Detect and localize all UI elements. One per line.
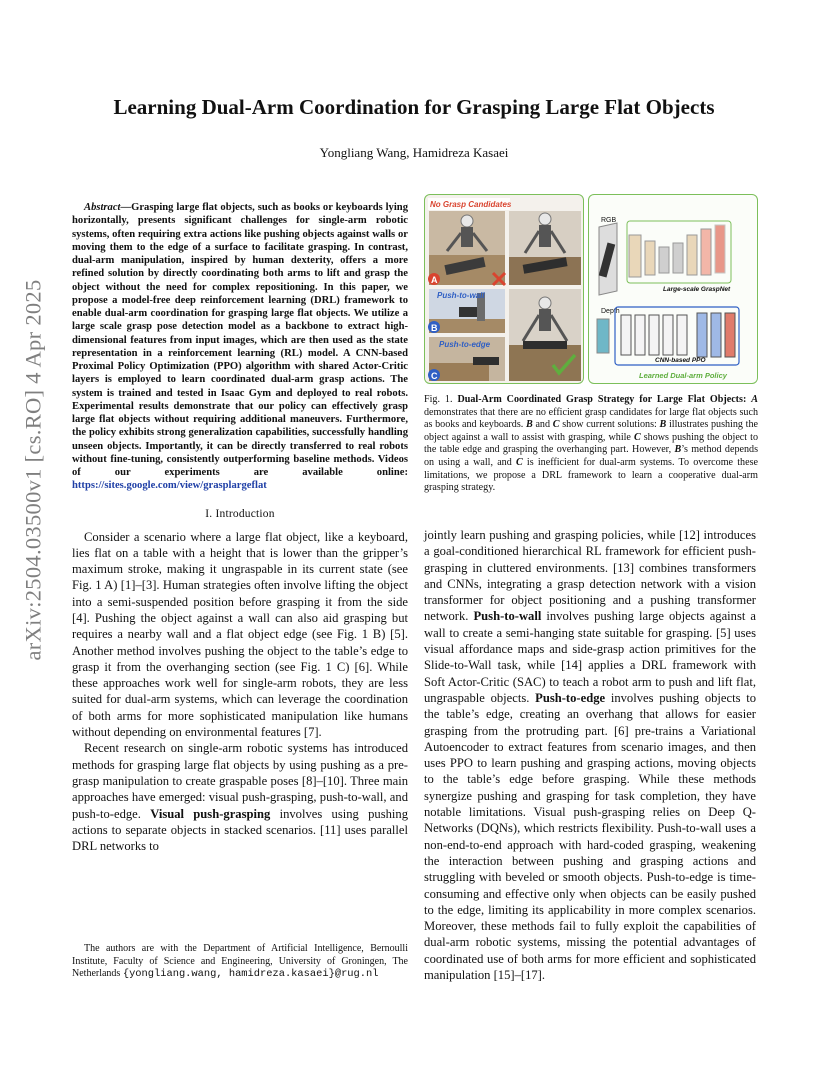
paper-title: Learning Dual-Arm Coordination for Grasping Large Flat Objects: [113, 95, 715, 119]
caption-ref-a: A: [751, 394, 758, 405]
rgb-label: RGB: [601, 217, 617, 224]
panel-b-letter: B: [431, 323, 438, 333]
footnote-text: The authors are with the Department of Artificial Intelligence, Bernoulli Institute, Faculty of Science and Engineering, University of Groningen, The Netherlands: [72, 943, 408, 979]
push-to-edge-label: Push-to-edge: [439, 340, 491, 349]
caption-ref-b3: B: [674, 444, 682, 456]
no-grasp-label: No Grasp Candidates: [430, 200, 512, 209]
depth-label: Depth: [601, 308, 620, 315]
intro-p2-text-c: involves using pushing actions to separate objects in stacked scenarios. [11] uses parallel DRL networks to: [72, 806, 408, 854]
figure-network-panel: [588, 194, 758, 384]
caption-t6: ’s method depends on using a wall, and: [424, 444, 758, 468]
term-push-to-wall: Push-to-wall: [473, 609, 542, 624]
cnn-ppo-label: CNN-based PPO: [655, 357, 706, 364]
right-text-e: involves pushing objects to the table’s edge, creating an overhang that allows for easier grasping from the protruding part. [6] pre-trains a Variational Autoencoder to extract features from scenario images, and then uses PPO to learn pushing and grasping actions, moving objects to the table’s edge before grasping. While these methods synergize pushing and grasping for task completion, they have notable limitations. Visual push-grasping relies on Deep Q-Networks (DQNs), which restricts flexibility. Push-to-wall uses a non-end-to-end approach with hard-coded grasping, weakening the interaction between pushing and grasping actions and struggling with beveled or smooth objects. Push-to-edge is time-consuming and effective only when objects can be easily pushed to the edge, limiting its applicability in more complex scenarios. Moreover, these methods fail to fully exploit the capabilities of dual-arm robotic systems, missing the potential advantages of coordinated use of both arms for more efficient and sophisticated manipulation [15]–[17].: [424, 690, 757, 983]
abstract: Abstract—Grasping large flat objects, such as books or keyboards lying horizontally, presents significant challenges for single-arm robotic systems, often requiring extra actions like pushing objects against walls or moving them to the edge of a surface to facilitate grasping. In contrast, dual-arm manipulation, inspired by human dexterity, offers a more refined solution by directly coordinating both arms to lift and grasp the object without the need for complex repositioning. In this paper, we propose a model-free deep reinforcement learning (DRL) framework to enable dual-arm coordination for grasping large flat objects. We utilize a large scale grasp pose detection model as a backbone to extract high-dimensional features from input images, which are then used as the state representation in a reinforcement learning (RL) model. A CNN-based Proximal Policy Optimization (PPO) algorithm with shared Actor-Critic layers is employed to learn coordinated dual-arm grasp actions. The system is trained and tested in Isaac Gym and deployed to real robots. Experimental results demonstrate that our policy can effectively grasp large flat objects without requiring additional maneuvers. Furthermore, the policy exhibits strong generalization capabilities, successfully handling unseen objects. Importantly, it can be directly transferred to real robots without fine-tuning, consistently outperforming baseline methods. Videos of our experiments are available online: https://sites.google.com/view/grasplargeflat: [72, 202, 408, 492]
caption-ref-c3: C: [515, 456, 523, 468]
caption-ref-b2: B: [659, 419, 667, 431]
term-visual-push-grasping: Visual push-grasping: [150, 806, 271, 821]
section-heading-introduction: I. Introduction: [205, 507, 275, 520]
caption-title: Dual-Arm Coordinated Grasp Strategy for Large Flat Objects:: [457, 394, 747, 405]
paper-authors: Yongliang Wang, Hamidreza Kasaei: [319, 145, 509, 160]
caption-t2: and: [532, 419, 553, 431]
right-column-paragraph: [424, 527, 756, 983]
graspnet-label: Large-scale GraspNet: [663, 286, 731, 293]
intro-paragraph-1: Consider a scenario where a large flat object, like a keyboard, lies flat on a table with a height that is lower than the gripper’s maximum stroke, making it ungraspable in its current state (see Fig. 1 A) [1]–[3]. Human strategies often involve lifting the object into a semi-suspended position before grasping it from the side [4]. Pushing the object against a wall can also aid grasping but requires a nearby wall and a flat object edge (see Fig. 1 B) [5]. Another method involves pushing the object to the table’s edge to grasp it from the overhanging section (see Fig. 1 C) [6]. While these approaches work well for single-arm robots, they are less suited for dual-arm systems, which can leverage the coordination of both arms for more sophisticated manipulation like humans without depending on environmental features [7].: [72, 529, 408, 740]
panel-c-letter: C: [431, 371, 438, 381]
caption-t4: illustrates pushing the object against a wall to assist with grasping, while: [424, 419, 758, 443]
caption-label: Fig. 1.: [424, 394, 458, 405]
figure-1-caption: [424, 394, 758, 495]
project-link[interactable]: https://sites.google.com/view/grasplargeflat: [72, 480, 267, 492]
intro-p2-text-a: Recent research on single-arm robotic systems has introduced methods for grasping large flat objects by using pushing as a pre-grasp manipulation to create graspable poses [8]–[10]. Three main approaches have emerged: visual push-grasping, push-to-wall, and push-to-edge.: [72, 741, 408, 821]
caption-ref-c2: C: [633, 431, 641, 443]
policy-label: Learned Dual-arm Policy: [639, 371, 727, 380]
caption-t1: demonstrates that there are no efficient grasp candidates for large flat objects such as books and keyboards.: [424, 406, 758, 431]
arxiv-stamp: [14, 270, 54, 670]
figure-scenes-illustration: [425, 195, 584, 384]
figure-1: [424, 194, 758, 384]
figure-scenes-panel: [424, 194, 584, 384]
caption-ref-b: B: [526, 419, 533, 431]
arxiv-stamp-text: arXiv:2504.03500v1 [cs.RO] 4 Apr 2025: [21, 279, 47, 661]
network-diagram: [589, 195, 758, 384]
intro-paragraph-2: [72, 740, 408, 854]
abstract-text: Grasping large flat objects, such as books or keyboards lying horizontally, presents significant challenges for single-arm robotic systems, often requiring extra actions like pushing objects against walls or moving them to the edge of a surface to facilitate grasping. In contrast, dual-arm manipulation, inspired by human dexterity, offers a more refined solution by directly coordinating both arms to lift and grasp the object without the need for complex repositioning. In this paper, we propose a model-free deep reinforcement learning (DRL) framework to enable dual-arm coordination for grasping large flat objects. We utilize a large scale grasp pose detection model as a backbone to extract high-dimensional features from input images, which are then used as the state representation in a reinforcement learning (RL) model. A CNN-based Proximal Policy Optimization (PPO) algorithm with shared Actor-Critic layers is employed to learn coordinated dual-arm grasp actions. The system is trained and tested in Isaac Gym and deployed to real robots. Experimental results demonstrate that our policy can effectively grasp large flat objects without requiring additional maneuvers. Furthermore, the policy exhibits strong generalization capabilities, successfully handling unseen objects. Importantly, it can be directly transferred to real robots without fine-tuning, consistently outperforming baseline methods. Videos of our experiments are available online:: [72, 202, 408, 478]
caption-t5: shows pushing the object to the table edge and grasping the overhanging part. However,: [424, 431, 758, 456]
right-text-a: jointly learn pushing and grasping policies, while [12] introduces a goal-conditioned hierarchical RL framework for efficient push-grasping in cluttered environments. [13] combines transformers and CNNs, integrating a grasp detection network with a vision transformer for object positioning and a pushing transformer network.: [424, 528, 756, 624]
footnote-emails: {yongliang.wang, hamidreza.kasaei}@rug.nl: [122, 968, 379, 980]
caption-t3: show current solutions:: [559, 419, 660, 431]
abstract-label: Abstract: [84, 202, 121, 213]
panel-a-letter: A: [431, 275, 438, 285]
caption-t7: is inefficient for dual-arm systems. To overcome these limitations, we propose a DRL framework to learn a cooperative dual-arm grasping strategy.: [424, 456, 758, 494]
push-to-wall-label: Push-to-wall: [437, 291, 485, 300]
right-column: [424, 527, 756, 983]
left-column: [72, 201, 408, 854]
term-push-to-edge: Push-to-edge: [535, 690, 606, 705]
author-footnote: [72, 943, 408, 981]
caption-ref-c: C: [552, 419, 560, 431]
right-text-c: involves pushing large objects against a wall to create a semi-hanging state suitable for grasping. [5] uses visual affordance maps and side-grasp action primitives for the Slide-to-Wall task, while [14] applies a DRL framework with Soft Actor-Critic (SAC) to teach a robot arm to push and lift flat, ungraspable objects.: [424, 609, 757, 705]
